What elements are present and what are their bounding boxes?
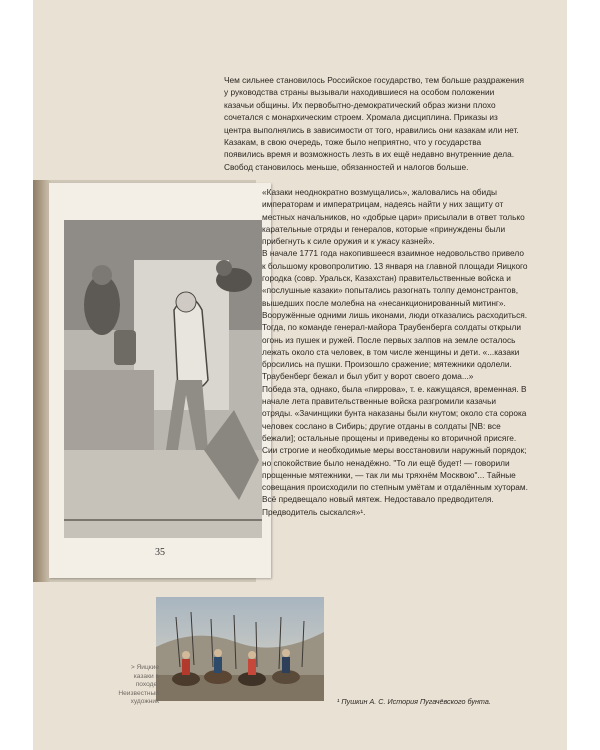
footnote: ¹ Пушкин А. С. История Пугачёвского бунта. [337,697,491,706]
book-photo [33,180,256,582]
paragraph-1771-uprising: В начале 1771 года накопившееся взаимное недовольство привело к большому кровопролитию. 13 января на главной площади Яицкого городка (совр. Уральск, Казахстан) правительственные войска и «послушные казаки» попытались разогнать толпу демонстрантов, вышедших после молебна на «несанкционированный митинг». Вооружённые одними лишь иконами, люди отказались расходиться. Тогда, по команде генерал-майора Траубенберга солдаты открыли огонь из пушек и ружей. После первых залпов на земле осталось лежать около ста человек, в том числе женщины и дети. «...казаки бросились на пушки. Произошло сражение; мятежники одолели. Траубенберг бежал и был убит у ворот своего дома...» [262,248,528,382]
paragraph-pyrrhic-victory: Победа эта, однако, была «пиррова», т. е. кажущаяся, временная. В начале лета правительственные войска разгромили казачьи отряды. «Зачинщики бунта наказаны были кнутом; около ста сорока человек сослано в Сибирь; другие отданы в солдаты [NB: все бежали]; остальные прощены и приведены ко вторичной присяге. Сии строгие и необходимые меры восстановили наружный порядок; но спокойствие было ненадёжно. "То ли ещё будет! — говорили прощенные мятежники, — так ли мы тряхнём Москвою"... Тайные совещания происходили по степным умётам и отдалённым хуторам. Всё предвещало новый мятеж. Недоставало предводителя. Предводитель сыскался»¹. [262,383,528,517]
cossacks-painting [156,597,324,701]
pencil-illustration [64,220,262,538]
book-page-number: 35 [155,547,165,558]
paragraph-complaints: «Казаки неоднократно возмущались», жаловались на обиды императорам и императрицам, надеясь найти у них защиту от местных начальников, но «добрые цари» присылали в ответ только карательные отряды и генералов, которые «принуждены были прибегнуть к силе оружия и к ужасу казней». [262,187,525,247]
book-page [49,183,271,578]
intro-paragraph: Чем сильнее становилось Российское государство, тем больше раздражения у руководства страны вызывали находившиеся на особом положении казачьи общины. Их первобытно-демократический образ жизни плохо сочетался с монархическим строем. Хромала дисциплина. Приказы из центра выполнялись в зависимости от того, нравились они казакам или нет. Казакам, в свою очередь, тоже было неприятно, что у государства появились время и возможность лезть в их ещё недавно внутренние дела. Свобод становилось меньше, обязанностей и налогов больше. [224,75,524,172]
main-text-column [262,186,528,518]
painting-caption: > Яицкие казаки в походе. Неизвестный художник [118,664,159,706]
